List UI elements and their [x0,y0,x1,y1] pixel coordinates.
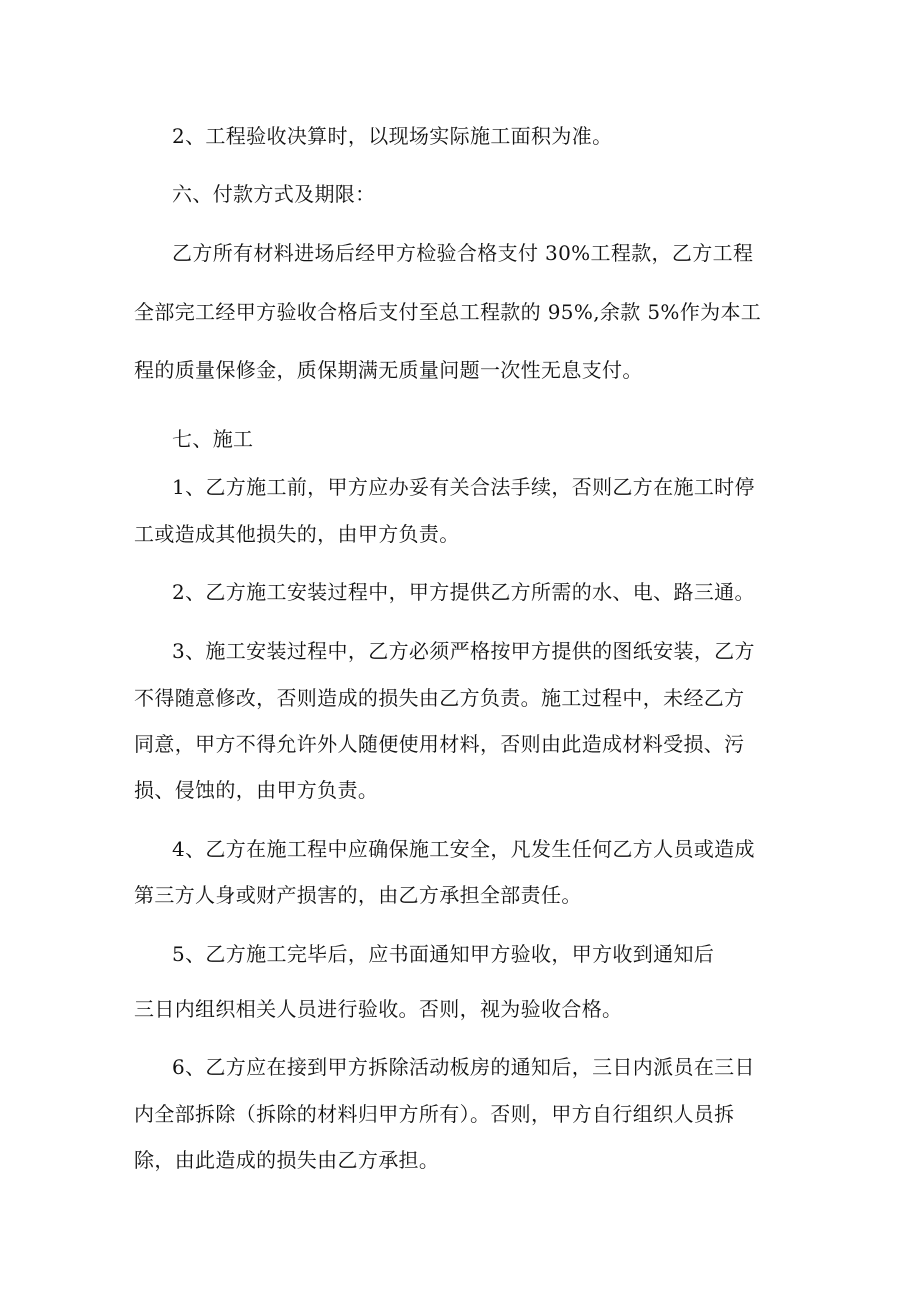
clause-4-line-1: 4、乙方在施工程中应确保施工安全，凡发生任何乙方人员或造成 [172,837,755,861]
payment-paragraph-line-1: 乙方所有材料进场后经甲方检验合格支付 30%工程款，乙方工程 [172,241,754,265]
section-7-heading: 七、施工 [172,427,254,451]
clause-3-line-2: 不得随意修改，否则造成的损失由乙方负责。施工过程中，未经乙方 [134,686,745,710]
payment-paragraph-line-2: 全部完工经甲方验收合格后支付至总工程款的 95%,余款 5%作为本工 [134,300,762,324]
clause-5-line-1: 5、乙方施工完毕后，应书面通知甲方验收，甲方收到通知后 [172,942,715,966]
clause-4-line-2: 第三方人身或财产损害的，由乙方承担全部责任。 [134,883,582,907]
clause-5-line-2: 三日内组织相关人员进行验收。否则，视为验收合格。 [134,997,623,1021]
clause-3-line-3: 同意，甲方不得允许外人随便使用材料，否则由此造成材料受损、污 [134,732,745,756]
clause-6-line-1: 6、乙方应在接到甲方拆除活动板房的通知后，三日内派员在三日 [172,1055,755,1079]
clause-2-acceptance-settlement: 2、工程验收决算时，以现场实际施工面积为准。 [172,124,613,148]
clause-6-line-2: 内全部拆除（拆除的材料归甲方所有）。否则，甲方自行组织人员拆 [134,1102,735,1126]
clause-1-line-1: 1、乙方施工前，甲方应办妥有关合法手续，否则乙方在施工时停 [172,475,755,499]
payment-paragraph-line-3: 程的质量保修金，质保期满无质量问题一次性无息支付。 [134,358,643,382]
clause-6-line-3: 除，由此造成的损失由乙方承担。 [134,1148,440,1172]
clause-2-utilities: 2、乙方施工安装过程中，甲方提供乙方所需的水、电、路三通。 [172,580,755,604]
section-6-heading: 六、付款方式及期限： [172,182,376,206]
clause-3-line-1: 3、施工安装过程中，乙方必须严格按甲方提供的图纸安装，乙方 [172,639,755,663]
clause-3-line-4: 损、侵蚀的，由甲方负责。 [134,778,379,802]
clause-1-line-2: 工或造成其他损失的，由甲方负责。 [134,522,460,546]
